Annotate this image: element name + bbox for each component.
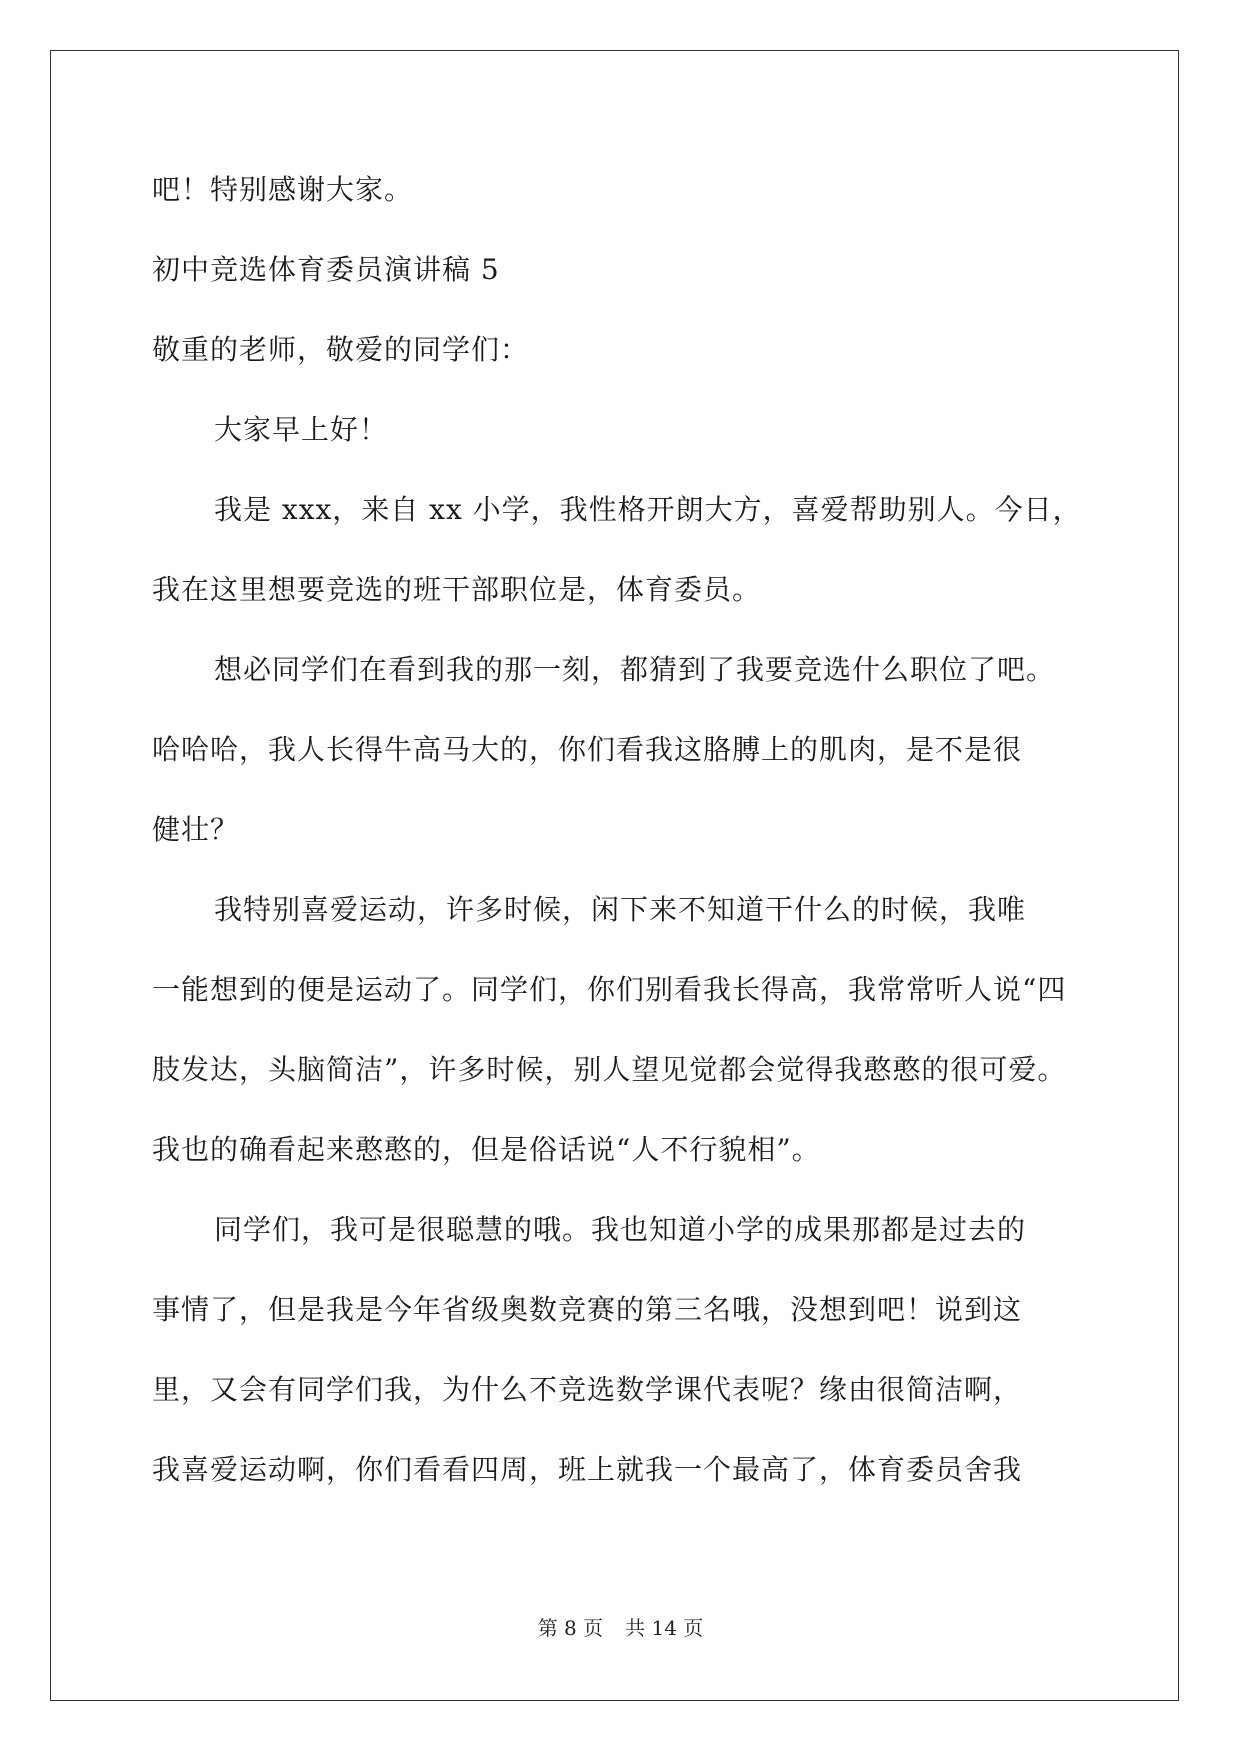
- text-line: 肢发达，头脑简洁”，许多时候，别人望见觉都会觉得我憨憨的很可爱。: [152, 1053, 1067, 1086]
- text-line: 同学们，我可是很聪慧的哦。我也知道小学的成果那都是过去的: [214, 1213, 1027, 1246]
- text-line: 事情了，但是我是今年省级奥数竞赛的第三名哦，没想到吧！说到这: [152, 1293, 1023, 1326]
- text-line: 我在这里想要竞选的班干部职位是，体育委员。: [152, 573, 762, 606]
- text-line: 我喜爱运动啊，你们看看四周，班上就我一个最高了，体育委员舍我: [152, 1453, 1023, 1486]
- text-line: 想必同学们在看到我的那一刻，都猜到了我要竞选什么职位了吧。: [214, 653, 1056, 686]
- text-line: 我也的确看起来憨憨的，但是俗话说“人不行貌相”。: [152, 1133, 821, 1166]
- greeting-line: 大家早上好！: [214, 413, 389, 446]
- document-body: [152, 150, 1082, 1510]
- text-line: 健壮？: [152, 813, 240, 846]
- salutation: 敬重的老师，敬爱的同学们：: [152, 333, 530, 366]
- text-line: 我是 xxx，来自 xx 小学，我性格开朗大方，喜爱帮助别人。今日，: [214, 493, 1082, 526]
- text-line: 一能想到的便是运动了。同学们，你们别看我长得高，我常常听人说“四: [152, 973, 1067, 1006]
- text-line: 吧！特别感谢大家。: [152, 173, 414, 206]
- text-line: 里，又会有同学们我，为什么不竞选数学课代表呢？缘由很简洁啊，: [152, 1373, 1023, 1406]
- page-total: 共 14 页: [625, 1616, 704, 1640]
- page-number: 第 8 页: [537, 1616, 604, 1640]
- document-heading: 初中竞选体育委员演讲稿 5: [152, 253, 500, 286]
- text-line: 哈哈哈，我人长得牛高马大的，你们看我这胳膊上的肌肉，是不是很: [152, 733, 1023, 766]
- page-footer: [0, 1612, 1241, 1641]
- text-line: 我特别喜爱运动，许多时候，闲下来不知道干什么的时候，我唯: [214, 893, 1027, 926]
